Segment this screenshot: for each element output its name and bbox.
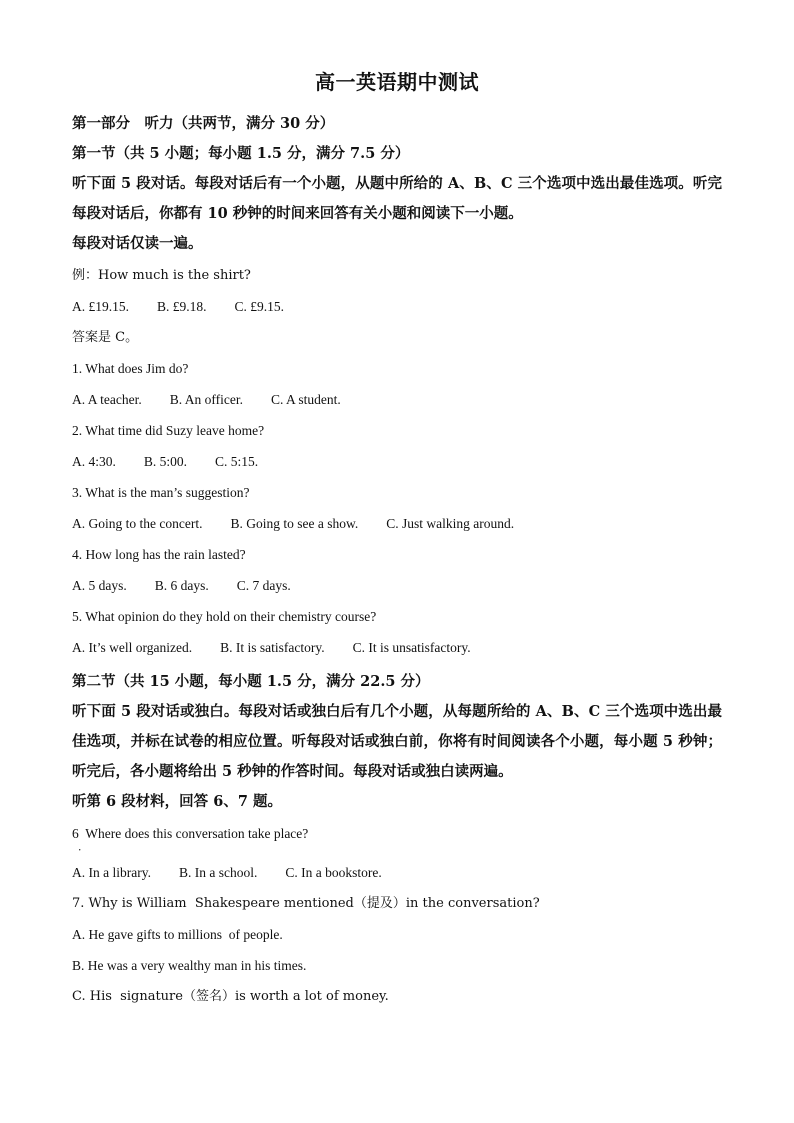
- material-6-note: 听第 6 段材料，回答 6、7 题。: [72, 793, 282, 810]
- q2-option-b: B. 5:00.: [143, 454, 188, 469]
- q5-option-b: B. It is satisfactory.: [220, 640, 325, 655]
- q3-option-c: C. Just walking around.: [386, 516, 515, 531]
- q6-option-b: B. In a school.: [178, 865, 258, 880]
- q7-option-b: B. He was a very wealthy man in his times.: [72, 958, 307, 973]
- section1-heading: 第一节（共 5 小题；每小题 1.5 分，满分 7.5 分）: [72, 145, 410, 162]
- question-4-options: [72, 577, 722, 595]
- question-5: 5. What opinion do they hold on their chemistry course?: [72, 609, 377, 624]
- q2-option-c: C. 5:15.: [215, 454, 259, 469]
- q5-option-c: C. It is unsatisfactory.: [352, 640, 471, 655]
- question-6-dot: ．: [78, 841, 89, 853]
- example-options: [72, 298, 722, 316]
- example-question: 例：How much is the shirt?: [72, 268, 251, 283]
- q1-option-c: C. A student.: [270, 392, 341, 407]
- section1-instructions: 听下面 5 段对话。每段对话后有一个小题，从题中所给的 A、B、C 三个选项中选出最佳选项。听完每段对话后，你都有 10 秒钟的时间来回答有关小题和阅读下一小题。: [72, 175, 722, 222]
- q5-option-a: A. It’s well organized.: [72, 640, 193, 655]
- question-5-options: [72, 639, 722, 657]
- q7-option-a: A. He gave gifts to millions of people.: [72, 927, 283, 942]
- example-option-c: C. £9.15.: [234, 299, 285, 314]
- page-title: 高一英语期中测试: [315, 70, 479, 94]
- q7-option-c: C. His signature（签名）is worth a lot of money.: [72, 989, 389, 1004]
- example-option-b: B. £9.18.: [157, 299, 207, 314]
- question-4: 4. How long has the rain lasted?: [72, 547, 246, 562]
- section1-read-once-note: 每段对话仅读一遍。: [72, 235, 203, 252]
- example-answer: 答案是 C。: [72, 330, 139, 345]
- q4-option-b: B. 6 days.: [154, 578, 209, 593]
- question-6: 6 Where does this conversation take place?: [72, 826, 309, 841]
- question-3: 3. What is the man’s suggestion?: [72, 485, 250, 500]
- part1-heading: 第一部分 听力（共两节，满分 30 分）: [72, 115, 335, 132]
- question-2-options: [72, 453, 722, 471]
- question-1: 1. What does Jim do?: [72, 361, 189, 376]
- q1-option-a: A. A teacher.: [72, 392, 142, 407]
- q3-option-a: A. Going to the concert.: [72, 516, 203, 531]
- question-3-options: [72, 515, 722, 533]
- q2-option-a: A. 4:30.: [72, 454, 116, 469]
- question-2: 2. What time did Suzy leave home?: [72, 423, 265, 438]
- question-7: 7. Why is William Shakespeare mentioned（提及）in the conversation?: [72, 896, 540, 911]
- question-1-options: [72, 391, 722, 409]
- q6-option-c: C. In a bookstore.: [285, 865, 382, 880]
- q3-option-b: B. Going to see a show.: [230, 516, 359, 531]
- q4-option-c: C. 7 days.: [236, 578, 291, 593]
- q1-option-b: B. An officer.: [169, 392, 243, 407]
- question-6-options: [72, 864, 722, 882]
- q4-option-a: A. 5 days.: [72, 578, 127, 593]
- section2-heading: 第二节（共 15 小题，每小题 1.5 分，满分 22.5 分）: [72, 673, 430, 690]
- example-option-a: A. £19.15.: [72, 299, 129, 314]
- section2-instructions: 听下面 5 段对话或独白。每段对话或独白后有几个小题，从每题所给的 A、B、C 三个选项中选出最佳选项，并标在试卷的相应位置。听每段对话或独白前，你将有时间阅读各个小题，每小题 5 秒钟；听完后，各小题将给出 5 秒钟的作答时间。每段对话或独白读两遍。: [72, 703, 722, 780]
- q6-option-a: A. In a library.: [72, 865, 151, 880]
- exam-page: [72, 66, 722, 1006]
